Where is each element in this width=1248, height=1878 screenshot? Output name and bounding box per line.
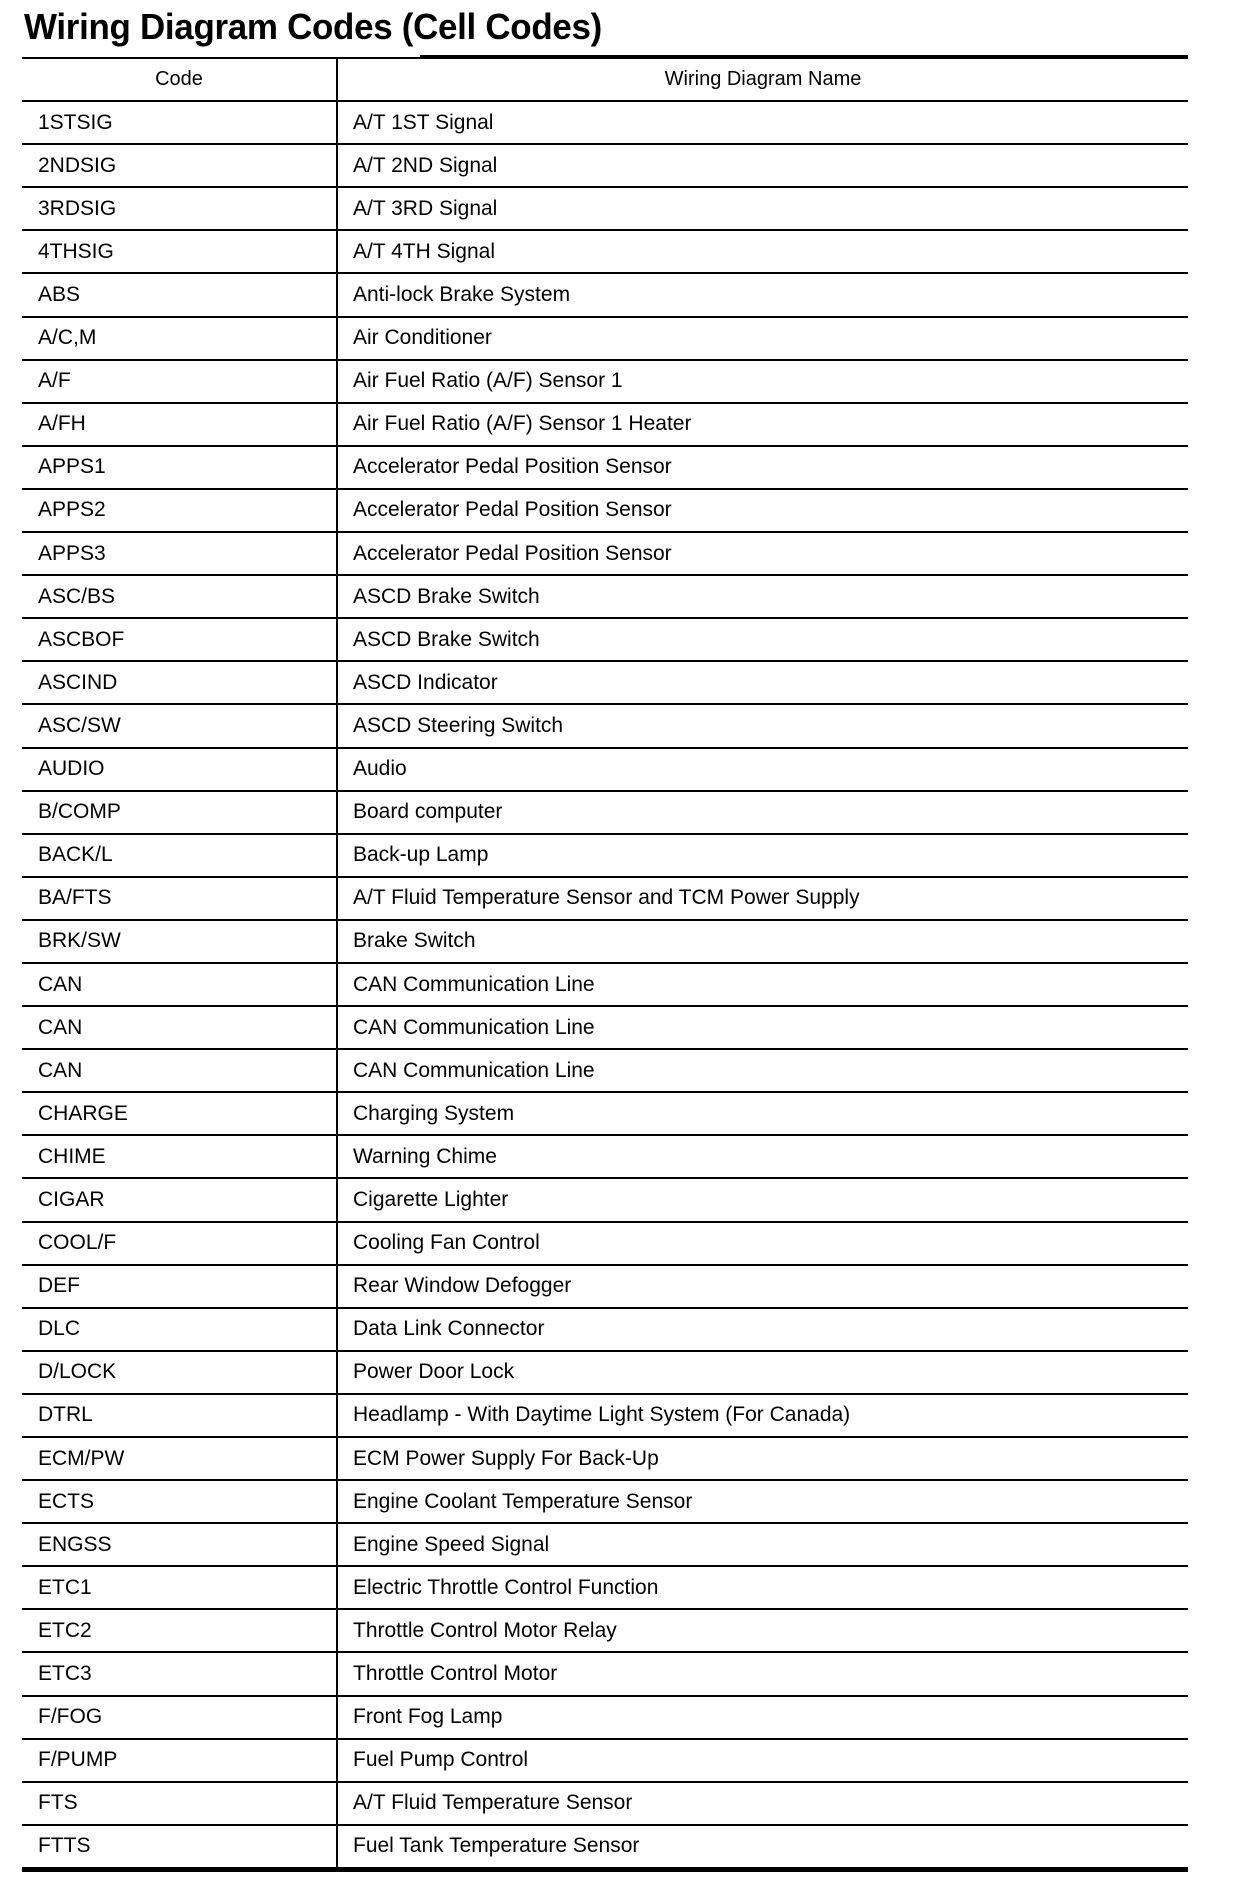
table-header-row: [22, 59, 1188, 101]
table-row: [22, 618, 1188, 661]
cell-code: A/C,M: [22, 317, 337, 360]
cell-diagram-name: A/T 1ST Signal: [337, 101, 1188, 144]
table-row: [22, 1480, 1188, 1523]
cell-code: 4THSIG: [22, 230, 337, 273]
table-row: [22, 1049, 1188, 1092]
cell-diagram-name: ASCD Brake Switch: [337, 618, 1188, 661]
table-row: [22, 532, 1188, 575]
cell-code: A/FH: [22, 403, 337, 446]
cell-code: CAN: [22, 1006, 337, 1049]
cell-diagram-name: Headlamp - With Daytime Light System (For Canada): [337, 1394, 1188, 1437]
cell-diagram-name: CAN Communication Line: [337, 963, 1188, 1006]
cell-code: FTS: [22, 1782, 337, 1825]
cell-code: BRK/SW: [22, 920, 337, 963]
cell-diagram-name: Accelerator Pedal Position Sensor: [337, 446, 1188, 489]
cell-diagram-name: Charging System: [337, 1092, 1188, 1135]
cell-diagram-name: Cooling Fan Control: [337, 1222, 1188, 1265]
cell-code: ASCBOF: [22, 618, 337, 661]
cell-diagram-name: Rear Window Defogger: [337, 1265, 1188, 1308]
cell-diagram-name: Throttle Control Motor Relay: [337, 1609, 1188, 1652]
cell-code: ETC3: [22, 1652, 337, 1695]
cell-diagram-name: Engine Speed Signal: [337, 1523, 1188, 1566]
cell-diagram-name: A/T 3RD Signal: [337, 187, 1188, 230]
table-row: [22, 1135, 1188, 1178]
cell-diagram-name: Fuel Tank Temperature Sensor: [337, 1825, 1188, 1870]
cell-diagram-name: Air Fuel Ratio (A/F) Sensor 1: [337, 360, 1188, 403]
table-row: [22, 834, 1188, 877]
cell-diagram-name: A/T 4TH Signal: [337, 230, 1188, 273]
table-row: [22, 317, 1188, 360]
cell-code: 3RDSIG: [22, 187, 337, 230]
cell-code: BA/FTS: [22, 877, 337, 920]
cell-diagram-name: CAN Communication Line: [337, 1006, 1188, 1049]
cell-diagram-name: ASCD Steering Switch: [337, 704, 1188, 747]
cell-diagram-name: ASCD Brake Switch: [337, 575, 1188, 618]
cell-code: ETC1: [22, 1566, 337, 1609]
cell-code: CHIME: [22, 1135, 337, 1178]
table-row: [22, 187, 1188, 230]
cell-diagram-name: A/T Fluid Temperature Sensor: [337, 1782, 1188, 1825]
table-row: [22, 877, 1188, 920]
cell-diagram-name: Data Link Connector: [337, 1308, 1188, 1351]
cell-code: CIGAR: [22, 1178, 337, 1221]
cell-code: B/COMP: [22, 791, 337, 834]
table-row: [22, 403, 1188, 446]
cell-code: APPS2: [22, 489, 337, 532]
table-row: [22, 144, 1188, 187]
cell-diagram-name: Cigarette Lighter: [337, 1178, 1188, 1221]
table-row: [22, 360, 1188, 403]
table-row: [22, 748, 1188, 791]
table-row: [22, 1308, 1188, 1351]
table-row: [22, 230, 1188, 273]
wiring-codes-table: [22, 59, 1188, 1872]
cell-code: CAN: [22, 963, 337, 1006]
cell-diagram-name: Front Fog Lamp: [337, 1696, 1188, 1739]
table-row: [22, 661, 1188, 704]
table-row: [22, 1652, 1188, 1695]
cell-diagram-name: CAN Communication Line: [337, 1049, 1188, 1092]
cell-code: CAN: [22, 1049, 337, 1092]
table-row: [22, 1609, 1188, 1652]
cell-code: 1STSIG: [22, 101, 337, 144]
table-row: [22, 1739, 1188, 1782]
cell-diagram-name: Brake Switch: [337, 920, 1188, 963]
cell-diagram-name: Air Fuel Ratio (A/F) Sensor 1 Heater: [337, 403, 1188, 446]
cell-diagram-name: Board computer: [337, 791, 1188, 834]
cell-code: F/PUMP: [22, 1739, 337, 1782]
table-row: [22, 1523, 1188, 1566]
table-row: [22, 489, 1188, 532]
cell-code: ABS: [22, 273, 337, 316]
table-row: [22, 1394, 1188, 1437]
table-row: [22, 101, 1188, 144]
cell-code: DLC: [22, 1308, 337, 1351]
cell-code: F/FOG: [22, 1696, 337, 1739]
cell-code: BACK/L: [22, 834, 337, 877]
cell-diagram-name: ECM Power Supply For Back-Up: [337, 1437, 1188, 1480]
cell-diagram-name: Anti-lock Brake System: [337, 273, 1188, 316]
column-header-name: Wiring Diagram Name: [337, 59, 1188, 101]
cell-code: CHARGE: [22, 1092, 337, 1135]
cell-code: DTRL: [22, 1394, 337, 1437]
cell-diagram-name: Accelerator Pedal Position Sensor: [337, 532, 1188, 575]
table-row: [22, 1178, 1188, 1221]
cell-code: COOL/F: [22, 1222, 337, 1265]
cell-code: ASCIND: [22, 661, 337, 704]
cell-code: ECM/PW: [22, 1437, 337, 1480]
table-row: [22, 1782, 1188, 1825]
table-row: [22, 1437, 1188, 1480]
cell-code: ASC/SW: [22, 704, 337, 747]
cell-diagram-name: Accelerator Pedal Position Sensor: [337, 489, 1188, 532]
cell-diagram-name: Air Conditioner: [337, 317, 1188, 360]
cell-code: D/LOCK: [22, 1351, 337, 1394]
cell-code: APPS1: [22, 446, 337, 489]
table-row: [22, 1696, 1188, 1739]
cell-code: A/F: [22, 360, 337, 403]
cell-code: 2NDSIG: [22, 144, 337, 187]
table-row: [22, 1265, 1188, 1308]
cell-diagram-name: Electric Throttle Control Function: [337, 1566, 1188, 1609]
table-row: [22, 920, 1188, 963]
table-row: [22, 446, 1188, 489]
table-row: [22, 273, 1188, 316]
cell-code: ETC2: [22, 1609, 337, 1652]
cell-diagram-name: Warning Chime: [337, 1135, 1188, 1178]
table-row: [22, 791, 1188, 834]
table-row: [22, 1222, 1188, 1265]
table-row: [22, 1092, 1188, 1135]
cell-diagram-name: Throttle Control Motor: [337, 1652, 1188, 1695]
page-title: Wiring Diagram Codes (Cell Codes): [24, 6, 602, 47]
table-row: [22, 1825, 1188, 1870]
cell-code: ENGSS: [22, 1523, 337, 1566]
cell-diagram-name: Engine Coolant Temperature Sensor: [337, 1480, 1188, 1523]
cell-diagram-name: Back-up Lamp: [337, 834, 1188, 877]
table-row: [22, 963, 1188, 1006]
cell-code: AUDIO: [22, 748, 337, 791]
table-row: [22, 1351, 1188, 1394]
table-row: [22, 1566, 1188, 1609]
cell-diagram-name: Audio: [337, 748, 1188, 791]
cell-code: APPS3: [22, 532, 337, 575]
cell-diagram-name: A/T Fluid Temperature Sensor and TCM Power Supply: [337, 877, 1188, 920]
cell-diagram-name: A/T 2ND Signal: [337, 144, 1188, 187]
table-row: [22, 704, 1188, 747]
cell-code: FTTS: [22, 1825, 337, 1870]
table-row: [22, 575, 1188, 618]
cell-code: ASC/BS: [22, 575, 337, 618]
cell-code: DEF: [22, 1265, 337, 1308]
cell-diagram-name: ASCD Indicator: [337, 661, 1188, 704]
table-row: [22, 1006, 1188, 1049]
column-header-code: Code: [22, 59, 337, 101]
cell-diagram-name: Fuel Pump Control: [337, 1739, 1188, 1782]
cell-diagram-name: Power Door Lock: [337, 1351, 1188, 1394]
cell-code: ECTS: [22, 1480, 337, 1523]
